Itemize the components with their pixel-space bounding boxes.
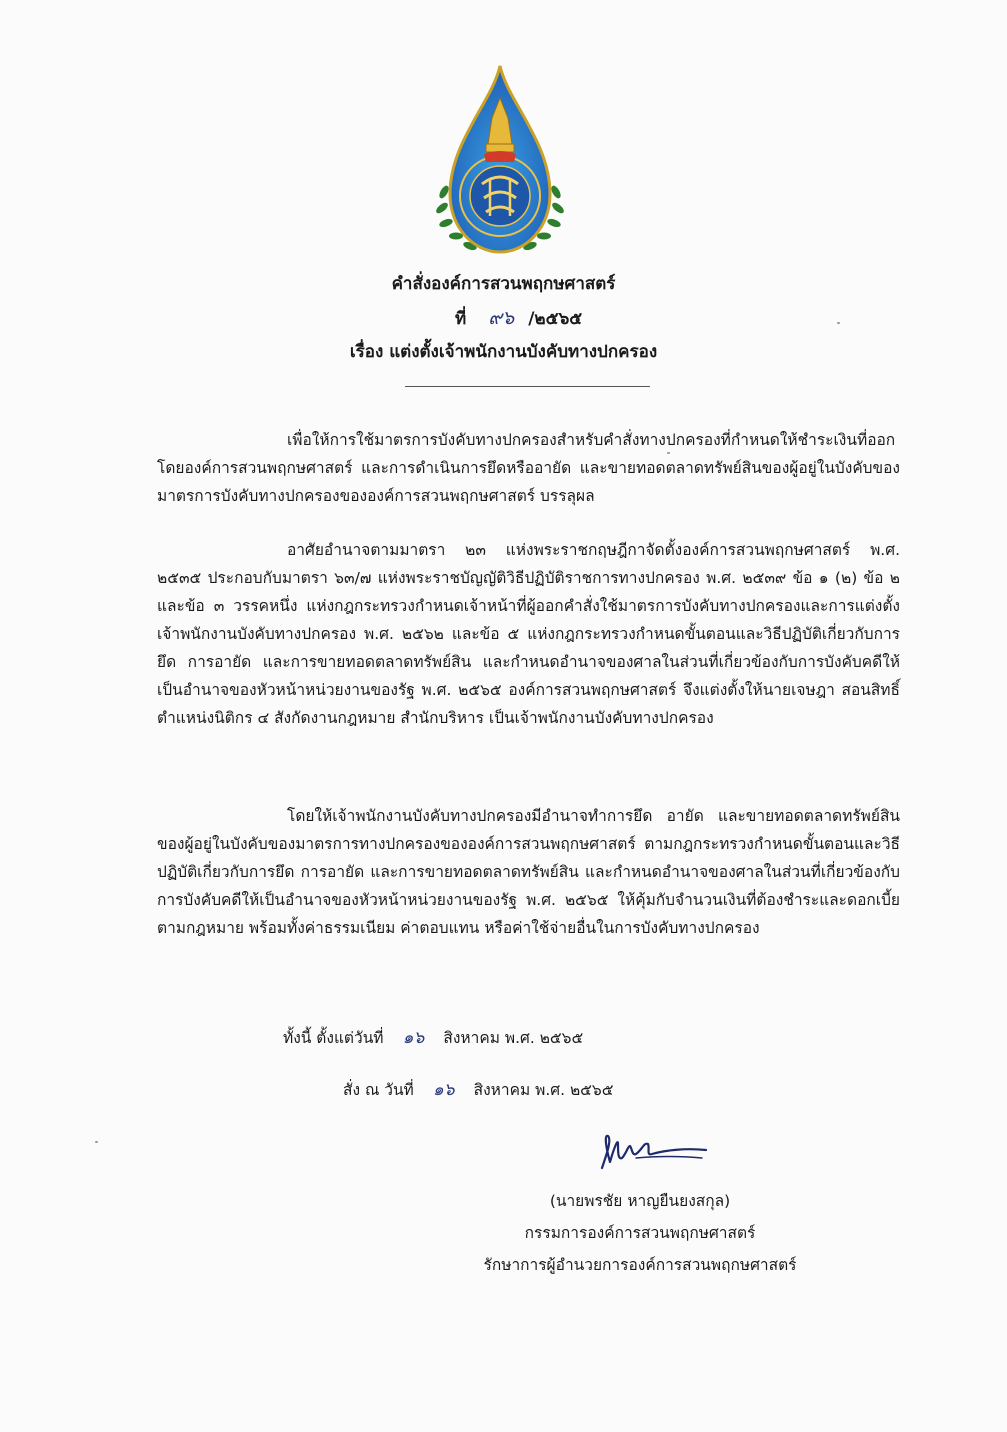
order-date-line (343, 1076, 613, 1104)
effective-date-suffix: สิงหาคม พ.ศ. ๒๕๖๕ (443, 1029, 584, 1047)
body-paragraph-3: โดยให้เจ้าพนักงานบังคับทางปกครองมีอำนาจทำการยึด อายัด และขายทอดตลาดทรัพย์สินของผู้อยู่ในบังคับของมาตรการทางปกครองขององค์การสวนพฤกษศาสตร์ ตามกฎกระทรวงกำหนดขั้นตอนและวิธีปฏิบัติเกี่ยวกับการยึด การอายัด และการขายทอดตลาดทรัพย์สิน และกำหนดอำนาจของศาลในส่วนที่เกี่ยวข้องกับการบังคับคดีให้เป็นอำนาจของหัวหน้าหน่วยงานของรัฐ พ.ศ. ๒๕๖๕ ให้คุ้มกับจำนวนเงินที่ต้องชำระและดอกเบี้ยตามกฎหมาย พร้อมทั้งค่าธรรมเนียม ค่าตอบแทน หรือค่าใช้จ่ายอื่นในการบังคับทางปกครอง (157, 807, 900, 937)
scan-speck (667, 452, 670, 454)
organization-emblem-raindrop-icon (430, 62, 570, 262)
signatory-position-1: กรรมการองค์การสวนพฤกษศาสตร์ (524, 1224, 756, 1242)
effective-date-prefix: ทั้งนี้ ตั้งแต่วันที่ (283, 1029, 384, 1047)
order-date-prefix: สั่ง ณ วันที่ (343, 1081, 414, 1099)
scan-speck (95, 1141, 98, 1143)
body-paragraph-1: เพื่อให้การใช้มาตรการบังคับทางปกครองสำหรับคำสั่งทางปกครองที่กำหนดให้ชำระเงินที่ออกโดยองค์การสวนพฤกษศาสตร์ และการดำเนินการยึดหรืออายัด และขายทอดตลาดทรัพย์สินของผู้อยู่ในบังคับของมาตรการบังคับทางปกครองขององค์การสวนพฤกษศาสตร์ บรรลุผล (157, 431, 900, 505)
effective-date-day: ๑๖ (402, 1028, 425, 1048)
order-date-suffix: สิงหาคม พ.ศ. ๒๕๖๕ (473, 1081, 614, 1099)
order-date-day: ๑๖ (432, 1080, 455, 1100)
effective-date-line (283, 1024, 583, 1052)
body-paragraph-2: อาศัยอำนาจตามมาตรา ๒๓ แห่งพระราชกฤษฎีกาจัดตั้งองค์การสวนพฤกษศาสตร์ พ.ศ. ๒๕๓๕ ประกอบกับมาตรา ๖๓/๗ แห่งพระราชบัญญัติวิธีปฏิบัติราชการทางปกครอง พ.ศ. ๒๕๓๙ ข้อ ๑ (๒) ข้อ ๒ และข้อ ๓ วรรคหนึ่ง แห่งกฎกระทรวงกำหนดเจ้าหน้าที่ผู้ออกคำสั่งใช้มาตรการบังคับทางปกครองและการแต่งตั้งเจ้าพนักงานบังคับทางปกครอง พ.ศ. ๒๕๖๒ และข้อ ๕ แห่งกฎกระทรวงกำหนดขั้นตอนและวิธีปฏิบัติเกี่ยวกับการยึด การอายัด และการขายทอดตลาดทรัพย์สิน และกำหนดอำนาจของศาลในส่วนที่เกี่ยวข้องกับการบังคับคดีให้เป็นอำนาจของหัวหน้าหน่วยงานของรัฐ พ.ศ. ๒๕๖๕ องค์การสวนพฤกษศาสตร์ จึงแต่งตั้งให้นายเจษฎา สอนสิทธิ์ ตำแหน่งนิติกร ๔ สังกัดงานกฎหมาย สำนักบริหาร เป็นเจ้าพนักงานบังคับทางปกครอง (157, 541, 900, 727)
document-subject: เรื่อง แต่งตั้งเจ้าพนักงานบังคับทางปกครอง (349, 342, 658, 362)
number-prefix: ที่ (455, 309, 467, 329)
document-number (455, 304, 715, 333)
signatory-name: (นายพรชัย หาญยืนยงสกุล) (549, 1192, 731, 1210)
header-divider (405, 386, 650, 387)
number-year: /๒๕๖๕ (528, 309, 583, 329)
document-title: คำสั่งองค์การสวนพฤกษศาสตร์ (391, 274, 616, 294)
signatory-position-2: รักษาการผู้อำนวยการองค์การสวนพฤกษศาสตร์ (483, 1256, 797, 1274)
scan-speck (837, 322, 840, 324)
handwritten-signature (596, 1128, 711, 1180)
handwritten-number: ๙๖ (488, 307, 515, 329)
